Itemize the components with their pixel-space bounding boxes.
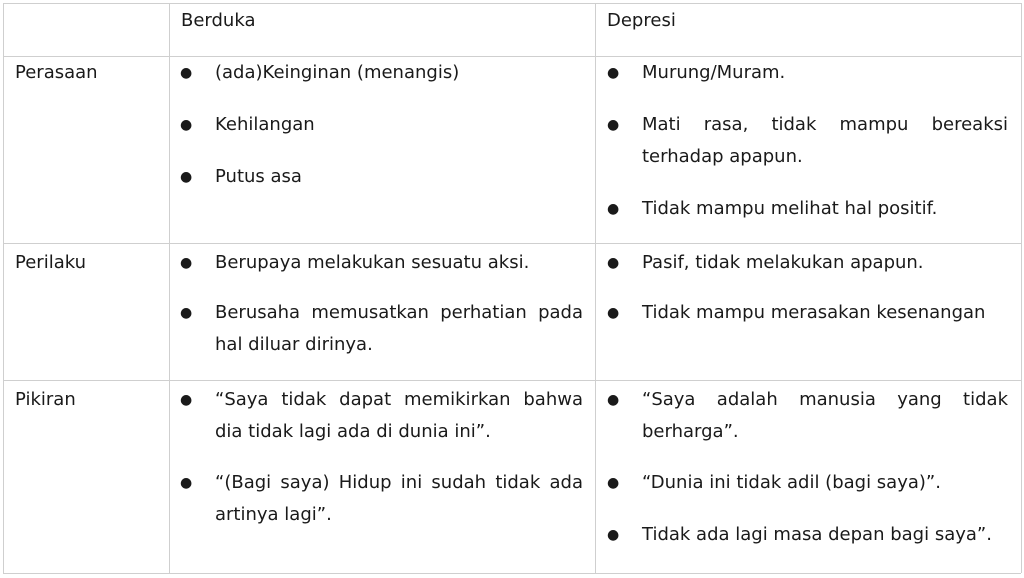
header-berduka: Berduka [181,10,256,31]
list-item-text: Kehilangan [215,114,315,135]
table-border-col2 [595,3,596,573]
bullet-icon: ● [607,117,620,133]
table-border-left [3,3,4,573]
bullet-icon: ● [607,475,620,491]
row-label-perasaan: Perasaan [15,62,98,83]
header-depresi: Depresi [607,10,676,31]
bullet-icon: ● [607,201,620,217]
bullet-icon: ● [180,475,193,491]
list-item-text: Tidak ada lagi masa depan bagi saya”. [642,524,992,545]
bullet-icon: ● [180,65,193,81]
list-item-text: (ada)Keinginan (menangis) [215,62,460,83]
list-item-text: Putus asa [215,166,302,187]
bullet-icon: ● [180,255,193,271]
table-border-right [1021,3,1022,573]
list-item-text: Mati rasa, tidak mampu bereaksi terhadap apapun. [642,114,1008,167]
table-border-col1 [169,3,170,573]
bullet-icon: ● [607,255,620,271]
row-label-perilaku: Perilaku [15,252,86,273]
bullet-icon: ● [180,169,193,185]
list-item-text: Pasif, tidak melakukan apapun. [642,252,924,273]
list-item-text: “Saya tidak dapat memikirkan bahwa dia tidak lagi ada di dunia ini”. [215,389,583,442]
bullet-icon: ● [180,305,193,321]
list-item-text: “(Bagi saya) Hidup ini sudah tidak ada artinya lagi”. [215,472,583,525]
list-item-text: Berupaya melakukan sesuatu aksi. [215,252,530,273]
table-border-bottom [3,573,1021,574]
bullet-icon: ● [607,65,620,81]
list-item-text: Berusaha memusatkan perhatian pada hal diluar dirinya. [215,302,583,355]
table-border-top [3,3,1021,4]
list-item-text: “Dunia ini tidak adil (bagi saya)”. [642,472,941,493]
table-border-row2 [3,380,1021,381]
bullet-icon: ● [607,527,620,543]
row-label-pikiran: Pikiran [15,389,76,410]
table-border-row1 [3,243,1021,244]
bullet-icon: ● [180,117,193,133]
list-item-text: Murung/Muram. [642,62,786,83]
bullet-icon: ● [607,305,620,321]
list-item-text: Tidak mampu melihat hal positif. [642,198,938,219]
list-item-text: “Saya adalah manusia yang tidak berharga”. [642,389,1008,442]
bullet-icon: ● [180,392,193,408]
list-item-text: Tidak mampu merasakan kesenangan [642,302,986,323]
bullet-icon: ● [607,392,620,408]
